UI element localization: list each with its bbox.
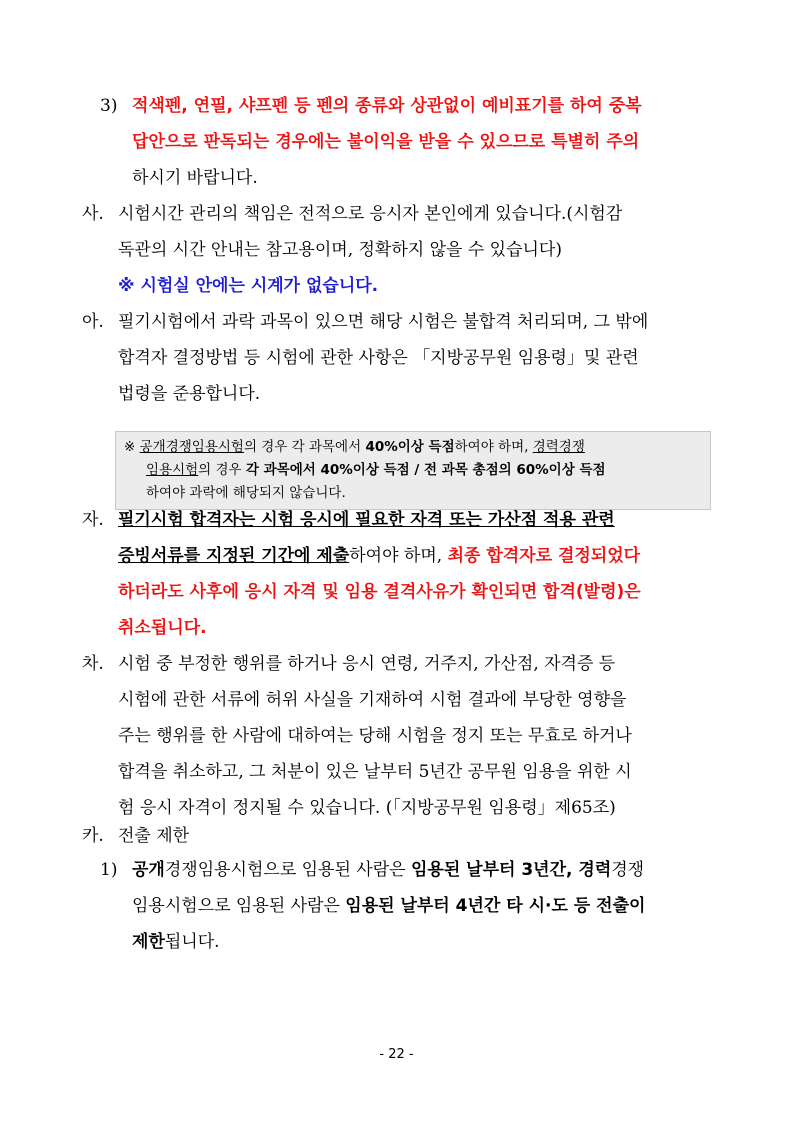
body-text: 하여야 하며, bbox=[349, 546, 443, 566]
section-number: 차. bbox=[82, 654, 104, 674]
body-text: 하시기 바랍니다. bbox=[132, 168, 258, 188]
body-text: 경쟁임용시험으로 임용된 사람은 bbox=[164, 860, 406, 880]
section-number: 자. bbox=[82, 510, 104, 530]
note-text: 의 경우 각 과목에서 bbox=[243, 439, 362, 455]
section-number: 아. bbox=[82, 312, 104, 332]
warning-text: 하더라도 사후에 응시 자격 및 임용 결격사유가 확인되면 합격(발령)은 bbox=[118, 582, 641, 602]
section-sa bbox=[82, 196, 722, 304]
note-underlined: 공개경쟁임용시험 bbox=[139, 439, 244, 455]
note-text: 하여야 과락에 해당되지 않습니다. bbox=[146, 485, 346, 501]
body-text: 시험 중 부정한 행위를 하거나 응시 연령, 거주지, 가산점, 자격증 등 bbox=[118, 654, 616, 674]
body-text: 임용시험으로 임용된 사람은 bbox=[132, 896, 340, 916]
bold-underlined-text: 증빙서류를 지정된 기간에 제출 bbox=[118, 546, 350, 566]
body-text: 합격을 취소하고, 그 처분이 있은 날부터 5년간 공무원 임용을 위한 시 bbox=[118, 762, 632, 782]
note-mark: ※ bbox=[124, 439, 136, 455]
note-text: 하여야 하며, bbox=[454, 439, 529, 455]
item-3-paragraph bbox=[100, 88, 724, 196]
warning-text: 답안으로 판독되는 경우에는 불이익을 받을 수 있으므로 특별히 주의 bbox=[132, 132, 640, 152]
body-text: 험 응시 자격이 정지될 수 있습니다. (「지방공무원 임용령」제65조) bbox=[118, 798, 616, 818]
body-text: 시험에 관한 서류에 허위 사실을 기재하여 시험 결과에 부당한 영향을 bbox=[118, 690, 627, 710]
body-text: 경쟁 bbox=[611, 860, 645, 880]
body-text: 주는 행위를 한 사람에 대하여는 당해 시험을 정지 또는 무효로 하거나 bbox=[118, 726, 632, 746]
body-text: 필기시험에서 과락 과목이 있으면 해당 시험은 불합격 처리되며, 그 밖에 bbox=[118, 312, 649, 332]
warning-text: 취소됩니다. bbox=[118, 618, 207, 638]
body-text: 독관의 시간 안내는 참고용이며, 정확하지 않을 수 있습니다) bbox=[118, 240, 562, 260]
body-text: 합격자 결정방법 등 시험에 관한 사항은 「지방공무원 임용령」및 관련 bbox=[118, 348, 639, 368]
bold-text: 임용된 날부터 3년간, 경력 bbox=[410, 860, 612, 880]
note-bold: 각 과목에서 40%이상 득점 / 전 과목 총점의 60%이상 득점 bbox=[245, 462, 606, 478]
warning-text: 최종 합격자로 결정되었다 bbox=[447, 546, 641, 566]
clock-notice: ※ 시험실 안에는 시계가 없습니다. bbox=[118, 276, 379, 296]
section-title: 전출 제한 bbox=[118, 826, 190, 846]
warning-text: 적색펜, 연필, 샤프펜 등 펜의 종류와 상관없이 예비표기를 하여 중복 bbox=[132, 96, 642, 116]
note-text: 의 경우 bbox=[198, 462, 242, 478]
note-underlined: 경력경쟁 bbox=[532, 439, 585, 455]
item-number: 1) bbox=[100, 860, 118, 880]
section-number: 사. bbox=[82, 204, 104, 224]
section-number: 카. bbox=[82, 826, 104, 846]
item-1-paragraph bbox=[100, 852, 724, 960]
note-underlined: 임용시험 bbox=[146, 462, 199, 478]
body-text: 시험시간 관리의 책임은 전적으로 응시자 본인에게 있습니다.(시험감 bbox=[118, 204, 623, 224]
section-ja bbox=[82, 502, 722, 646]
section-ka bbox=[82, 818, 722, 854]
bold-text: 공개 bbox=[132, 860, 165, 880]
page-number: - 22 - bbox=[379, 1047, 414, 1062]
section-cha bbox=[82, 646, 722, 826]
bold-underlined-text: 필기시험 합격자는 시험 응시에 필요한 자격 또는 가산점 적용 관련 bbox=[118, 510, 615, 530]
body-text: 법령을 준용합니다. bbox=[118, 384, 261, 404]
body-text: 됩니다. bbox=[164, 932, 220, 952]
bold-text: 제한 bbox=[132, 932, 165, 952]
fail-criteria-note-box bbox=[115, 431, 711, 510]
item-number: 3) bbox=[100, 96, 118, 116]
bold-text: 임용된 날부터 4년간 타 시·도 등 전출이 bbox=[345, 896, 646, 916]
section-a bbox=[82, 304, 722, 412]
note-bold: 40%이상 득점 bbox=[365, 439, 455, 455]
